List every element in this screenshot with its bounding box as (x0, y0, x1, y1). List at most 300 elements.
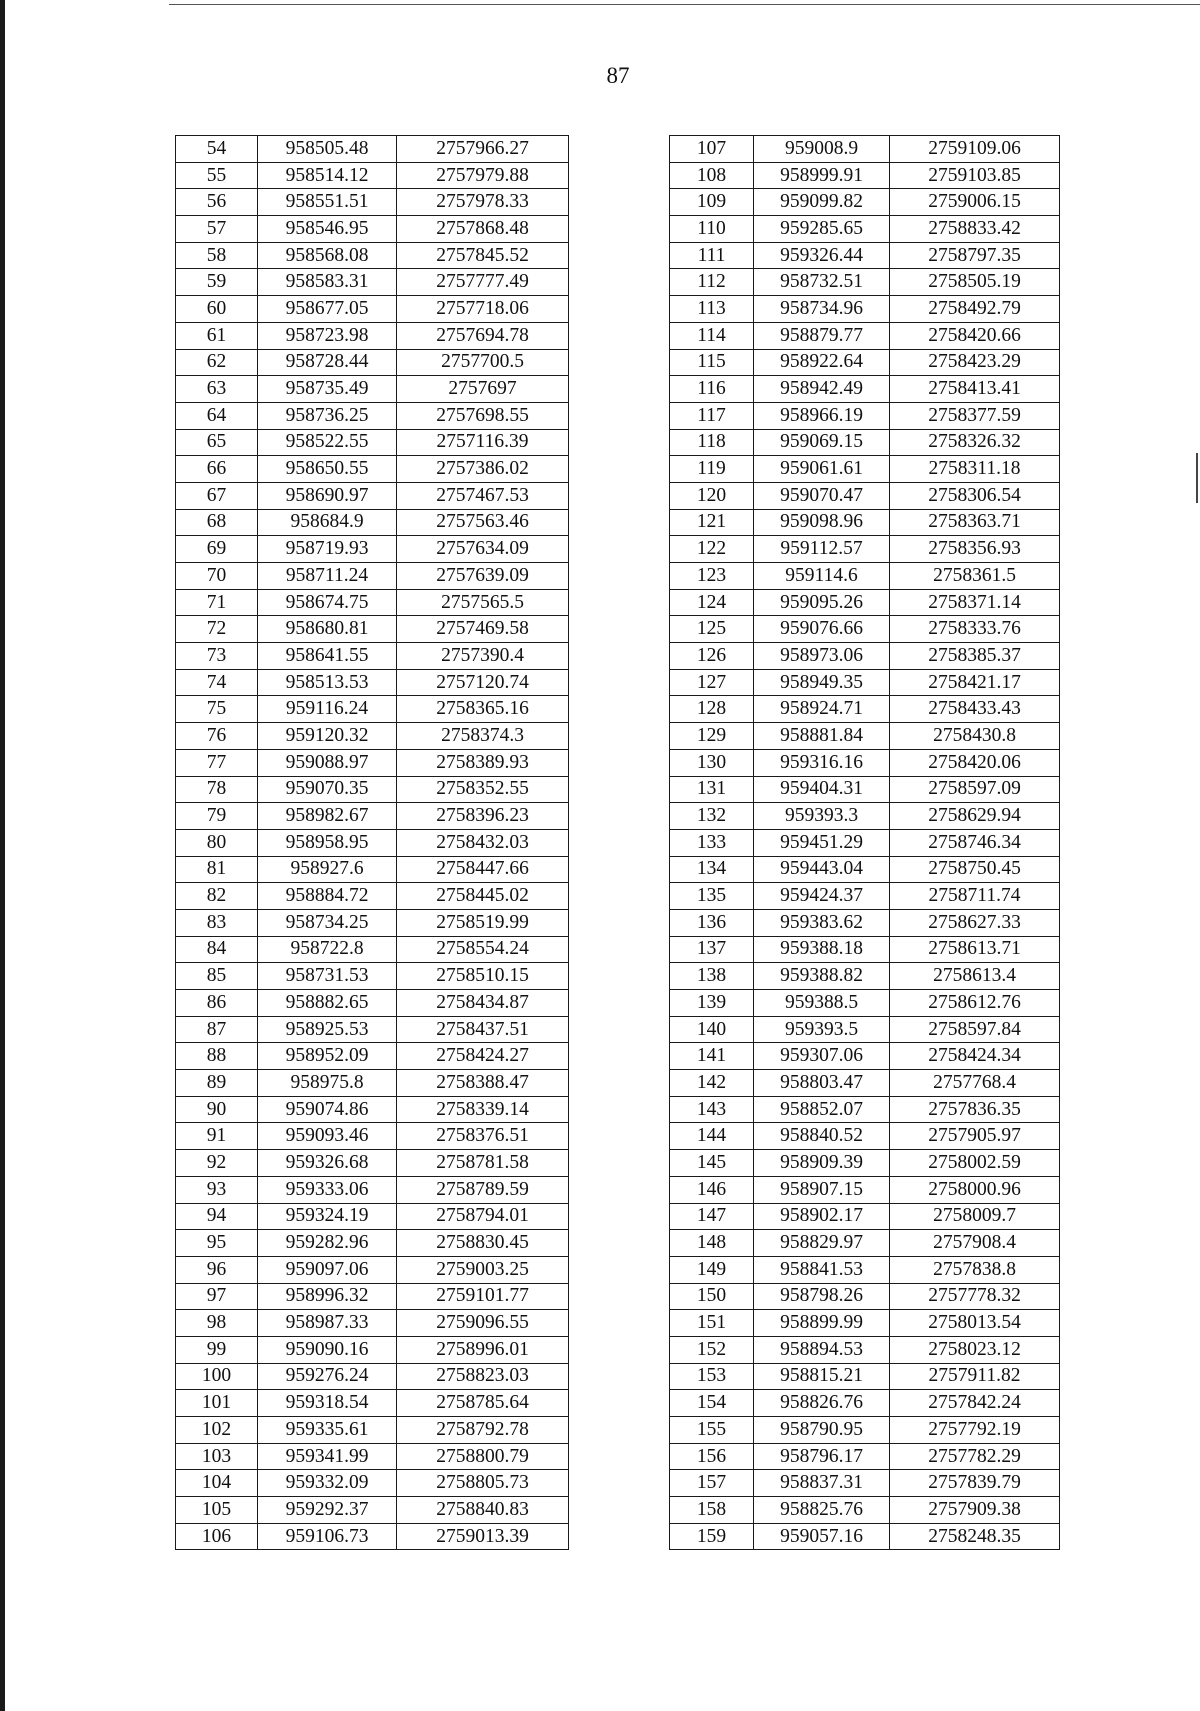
second-value-cell: 2757467.53 (397, 482, 569, 509)
first-value-cell: 959095.26 (754, 589, 890, 616)
second-value-cell: 2758423.29 (890, 349, 1060, 376)
second-value-cell: 2757966.27 (397, 136, 569, 163)
number-cell: 63 (176, 376, 258, 403)
second-value-cell: 2757978.33 (397, 189, 569, 216)
first-value-cell: 959276.24 (258, 1363, 397, 1390)
table-row (670, 1336, 1060, 1363)
second-value-cell: 2758002.59 (890, 1150, 1060, 1177)
table-row (176, 1497, 569, 1524)
number-cell: 120 (670, 482, 754, 509)
table-row (670, 1230, 1060, 1257)
table-row (176, 589, 569, 616)
table-row (670, 669, 1060, 696)
number-cell: 143 (670, 1096, 754, 1123)
table-row (176, 482, 569, 509)
table-row (670, 1310, 1060, 1337)
first-value-cell: 958677.05 (258, 296, 397, 323)
number-cell: 72 (176, 616, 258, 643)
table-row (670, 1043, 1060, 1070)
first-value-cell: 959116.24 (258, 696, 397, 723)
second-value-cell: 2758781.58 (397, 1150, 569, 1177)
table-row (670, 589, 1060, 616)
first-value-cell: 958924.71 (754, 696, 890, 723)
second-value-cell: 2758711.74 (890, 883, 1060, 910)
second-value-cell: 2758750.45 (890, 856, 1060, 883)
first-value-cell: 959326.44 (754, 242, 890, 269)
second-value-cell: 2758627.33 (890, 909, 1060, 936)
first-value-cell: 958825.76 (754, 1497, 890, 1524)
second-value-cell: 2757778.32 (890, 1283, 1060, 1310)
table-row (670, 883, 1060, 910)
number-cell: 109 (670, 189, 754, 216)
number-cell: 140 (670, 1016, 754, 1043)
number-cell: 129 (670, 723, 754, 750)
coordinate-table-right (669, 135, 1060, 1550)
number-cell: 107 (670, 136, 754, 163)
second-value-cell: 2758388.47 (397, 1070, 569, 1097)
number-cell: 69 (176, 536, 258, 563)
first-value-cell: 959057.16 (754, 1523, 890, 1550)
table-row (176, 696, 569, 723)
second-value-cell: 2758792.78 (397, 1417, 569, 1444)
number-cell: 153 (670, 1363, 754, 1390)
table-row (176, 1470, 569, 1497)
first-value-cell: 959388.18 (754, 936, 890, 963)
second-value-cell: 2758371.14 (890, 589, 1060, 616)
second-value-cell: 2758805.73 (397, 1470, 569, 1497)
number-cell: 62 (176, 349, 258, 376)
number-cell: 66 (176, 456, 258, 483)
second-value-cell: 2757634.09 (397, 536, 569, 563)
first-value-cell: 959099.82 (754, 189, 890, 216)
table-row (176, 1310, 569, 1337)
table-row (670, 216, 1060, 243)
first-value-cell: 959070.35 (258, 776, 397, 803)
first-value-cell: 958736.25 (258, 402, 397, 429)
second-value-cell: 2758996.01 (397, 1336, 569, 1363)
table-row (176, 883, 569, 910)
first-value-cell: 958728.44 (258, 349, 397, 376)
table-row (176, 1123, 569, 1150)
first-value-cell: 958803.47 (754, 1070, 890, 1097)
first-value-cell: 958881.84 (754, 723, 890, 750)
table-row (670, 1470, 1060, 1497)
second-value-cell: 2758797.35 (890, 242, 1060, 269)
first-value-cell: 958996.32 (258, 1283, 397, 1310)
second-value-cell: 2757639.09 (397, 563, 569, 590)
second-value-cell: 2757694.78 (397, 322, 569, 349)
number-cell: 156 (670, 1443, 754, 1470)
second-value-cell: 2757698.55 (397, 402, 569, 429)
table-row (670, 509, 1060, 536)
first-value-cell: 959333.06 (258, 1176, 397, 1203)
second-value-cell: 2758352.55 (397, 776, 569, 803)
number-cell: 154 (670, 1390, 754, 1417)
table-row (176, 563, 569, 590)
number-cell: 135 (670, 883, 754, 910)
table-row (670, 189, 1060, 216)
table-row (670, 963, 1060, 990)
table-row (670, 269, 1060, 296)
first-value-cell: 959388.82 (754, 963, 890, 990)
table-row (670, 322, 1060, 349)
table-row (670, 376, 1060, 403)
table-row (176, 1203, 569, 1230)
table-row (670, 1497, 1060, 1524)
number-cell: 133 (670, 829, 754, 856)
number-cell: 114 (670, 322, 754, 349)
table-row (176, 856, 569, 883)
first-value-cell: 959090.16 (258, 1336, 397, 1363)
table-row (670, 482, 1060, 509)
number-cell: 81 (176, 856, 258, 883)
first-value-cell: 958829.97 (754, 1230, 890, 1257)
number-cell: 88 (176, 1043, 258, 1070)
table-row (670, 349, 1060, 376)
first-value-cell: 959341.99 (258, 1443, 397, 1470)
second-value-cell: 2758326.32 (890, 429, 1060, 456)
number-cell: 73 (176, 643, 258, 670)
table-row (176, 749, 569, 776)
first-value-cell: 958505.48 (258, 136, 397, 163)
second-value-cell: 2758597.09 (890, 776, 1060, 803)
second-value-cell: 2758374.3 (397, 723, 569, 750)
number-cell: 57 (176, 216, 258, 243)
first-value-cell: 958982.67 (258, 803, 397, 830)
table-row (176, 136, 569, 163)
second-value-cell: 2757839.79 (890, 1470, 1060, 1497)
first-value-cell: 958546.95 (258, 216, 397, 243)
table-row (670, 1016, 1060, 1043)
first-value-cell: 958852.07 (754, 1096, 890, 1123)
first-value-cell: 959443.04 (754, 856, 890, 883)
first-value-cell: 958711.24 (258, 563, 397, 590)
number-cell: 118 (670, 429, 754, 456)
table-row (670, 242, 1060, 269)
second-value-cell: 2757842.24 (890, 1390, 1060, 1417)
number-cell: 119 (670, 456, 754, 483)
table-row (670, 136, 1060, 163)
first-value-cell: 958641.55 (258, 643, 397, 670)
second-value-cell: 2758365.16 (397, 696, 569, 723)
first-value-cell: 959383.62 (754, 909, 890, 936)
table-row (176, 1256, 569, 1283)
table-row (670, 1256, 1060, 1283)
number-cell: 104 (176, 1470, 258, 1497)
number-cell: 95 (176, 1230, 258, 1257)
table-row (670, 536, 1060, 563)
number-cell: 157 (670, 1470, 754, 1497)
second-value-cell: 2758333.76 (890, 616, 1060, 643)
table-row (176, 1363, 569, 1390)
first-value-cell: 959088.97 (258, 749, 397, 776)
number-cell: 78 (176, 776, 258, 803)
second-value-cell: 2758311.18 (890, 456, 1060, 483)
table-row (670, 1283, 1060, 1310)
first-value-cell: 958879.77 (754, 322, 890, 349)
second-value-cell: 2758432.03 (397, 829, 569, 856)
first-value-cell: 958975.8 (258, 1070, 397, 1097)
table-row (176, 643, 569, 670)
table-row (670, 936, 1060, 963)
first-value-cell: 958522.55 (258, 429, 397, 456)
first-value-cell: 958958.95 (258, 829, 397, 856)
first-value-cell: 958798.26 (754, 1283, 890, 1310)
first-value-cell: 959097.06 (258, 1256, 397, 1283)
second-value-cell: 2757390.4 (397, 643, 569, 670)
first-value-cell: 959008.9 (754, 136, 890, 163)
number-cell: 148 (670, 1230, 754, 1257)
second-value-cell: 2757718.06 (397, 296, 569, 323)
table-row (176, 269, 569, 296)
number-cell: 93 (176, 1176, 258, 1203)
table-row (670, 1096, 1060, 1123)
number-cell: 121 (670, 509, 754, 536)
table-row (670, 162, 1060, 189)
table-row (176, 1150, 569, 1177)
second-value-cell: 2758597.84 (890, 1016, 1060, 1043)
scan-left-edge (0, 0, 5, 1711)
second-value-cell: 2758830.45 (397, 1230, 569, 1257)
first-value-cell: 958551.51 (258, 189, 397, 216)
second-value-cell: 2758396.23 (397, 803, 569, 830)
number-cell: 141 (670, 1043, 754, 1070)
first-value-cell: 959318.54 (258, 1390, 397, 1417)
second-value-cell: 2758785.64 (397, 1390, 569, 1417)
number-cell: 131 (670, 776, 754, 803)
first-value-cell: 959404.31 (754, 776, 890, 803)
table-row (176, 936, 569, 963)
table-row (176, 1096, 569, 1123)
number-cell: 125 (670, 616, 754, 643)
table-row (176, 1336, 569, 1363)
first-value-cell: 959285.65 (754, 216, 890, 243)
number-cell: 123 (670, 563, 754, 590)
table-row (670, 990, 1060, 1017)
table-row (176, 1283, 569, 1310)
first-value-cell: 959114.6 (754, 563, 890, 590)
first-value-cell: 958722.8 (258, 936, 397, 963)
first-value-cell: 959451.29 (754, 829, 890, 856)
table-row (176, 322, 569, 349)
number-cell: 70 (176, 563, 258, 590)
first-value-cell: 959307.06 (754, 1043, 890, 1070)
first-value-cell: 959393.5 (754, 1016, 890, 1043)
second-value-cell: 2758413.41 (890, 376, 1060, 403)
second-value-cell: 2758554.24 (397, 936, 569, 963)
number-cell: 84 (176, 936, 258, 963)
table-row (670, 643, 1060, 670)
table-row (176, 216, 569, 243)
second-value-cell: 2758424.27 (397, 1043, 569, 1070)
table-row (670, 1443, 1060, 1470)
table-row (670, 1203, 1060, 1230)
number-cell: 159 (670, 1523, 754, 1550)
table-row (176, 1230, 569, 1257)
second-value-cell: 2758492.79 (890, 296, 1060, 323)
second-value-cell: 2758833.42 (890, 216, 1060, 243)
table-row (176, 1176, 569, 1203)
table-row (176, 509, 569, 536)
second-value-cell: 2759013.39 (397, 1523, 569, 1550)
second-value-cell: 2757838.8 (890, 1256, 1060, 1283)
number-cell: 76 (176, 723, 258, 750)
number-cell: 126 (670, 643, 754, 670)
number-cell: 91 (176, 1123, 258, 1150)
first-value-cell: 958583.31 (258, 269, 397, 296)
number-cell: 117 (670, 402, 754, 429)
number-cell: 71 (176, 589, 258, 616)
number-cell: 68 (176, 509, 258, 536)
table-row (670, 1523, 1060, 1550)
first-value-cell: 959282.96 (258, 1230, 397, 1257)
number-cell: 103 (176, 1443, 258, 1470)
number-cell: 144 (670, 1123, 754, 1150)
second-value-cell: 2757868.48 (397, 216, 569, 243)
first-value-cell: 958907.15 (754, 1176, 890, 1203)
table-row (670, 456, 1060, 483)
number-cell: 137 (670, 936, 754, 963)
number-cell: 108 (670, 162, 754, 189)
second-value-cell: 2757120.74 (397, 669, 569, 696)
table-row (670, 429, 1060, 456)
number-cell: 138 (670, 963, 754, 990)
second-value-cell: 2757565.5 (397, 589, 569, 616)
first-value-cell: 958987.33 (258, 1310, 397, 1337)
second-value-cell: 2758519.99 (397, 909, 569, 936)
second-value-cell: 2758339.14 (397, 1096, 569, 1123)
table-row (176, 829, 569, 856)
table-row (176, 723, 569, 750)
first-value-cell: 959316.16 (754, 749, 890, 776)
number-cell: 58 (176, 242, 258, 269)
second-value-cell: 2758629.94 (890, 803, 1060, 830)
second-value-cell: 2758420.06 (890, 749, 1060, 776)
first-value-cell: 959061.61 (754, 456, 890, 483)
table-row (176, 429, 569, 456)
table-row (176, 776, 569, 803)
first-value-cell: 959112.57 (754, 536, 890, 563)
first-value-cell: 958922.64 (754, 349, 890, 376)
number-cell: 59 (176, 269, 258, 296)
second-value-cell: 2758421.17 (890, 669, 1060, 696)
first-value-cell: 958513.53 (258, 669, 397, 696)
table-row (670, 1123, 1060, 1150)
number-cell: 115 (670, 349, 754, 376)
number-cell: 94 (176, 1203, 258, 1230)
first-value-cell: 959120.32 (258, 723, 397, 750)
first-value-cell: 958680.81 (258, 616, 397, 643)
second-value-cell: 2757979.88 (397, 162, 569, 189)
table-row (176, 402, 569, 429)
table-row (176, 1070, 569, 1097)
coordinate-table-left (175, 135, 569, 1550)
second-value-cell: 2758434.87 (397, 990, 569, 1017)
second-value-cell: 2758363.71 (890, 509, 1060, 536)
number-cell: 65 (176, 429, 258, 456)
first-value-cell: 959335.61 (258, 1417, 397, 1444)
first-value-cell: 958734.96 (754, 296, 890, 323)
table-row (176, 909, 569, 936)
first-value-cell: 958902.17 (754, 1203, 890, 1230)
table-row (176, 242, 569, 269)
first-value-cell: 958723.98 (258, 322, 397, 349)
table-row (670, 909, 1060, 936)
table-row (670, 1150, 1060, 1177)
first-value-cell: 958884.72 (258, 883, 397, 910)
second-value-cell: 2758356.93 (890, 536, 1060, 563)
table-row (176, 1016, 569, 1043)
second-value-cell: 2759109.06 (890, 136, 1060, 163)
table-row (176, 1390, 569, 1417)
table-row (176, 990, 569, 1017)
number-cell: 147 (670, 1203, 754, 1230)
first-value-cell: 959093.46 (258, 1123, 397, 1150)
first-value-cell: 958925.53 (258, 1016, 397, 1043)
number-cell: 83 (176, 909, 258, 936)
table-row (670, 749, 1060, 776)
second-value-cell: 2758009.7 (890, 1203, 1060, 1230)
scan-top-rule (169, 4, 1200, 5)
first-value-cell: 958734.25 (258, 909, 397, 936)
second-value-cell: 2758385.37 (890, 643, 1060, 670)
first-value-cell: 958840.52 (754, 1123, 890, 1150)
table-body (670, 136, 1060, 1550)
table-row (176, 1043, 569, 1070)
table-row (670, 616, 1060, 643)
second-value-cell: 2759006.15 (890, 189, 1060, 216)
first-value-cell: 959292.37 (258, 1497, 397, 1524)
number-cell: 82 (176, 883, 258, 910)
number-cell: 106 (176, 1523, 258, 1550)
second-value-cell: 2758510.15 (397, 963, 569, 990)
table-row (670, 776, 1060, 803)
number-cell: 98 (176, 1310, 258, 1337)
second-value-cell: 2758389.93 (397, 749, 569, 776)
first-value-cell: 958894.53 (754, 1336, 890, 1363)
table-row (176, 963, 569, 990)
first-value-cell: 958942.49 (754, 376, 890, 403)
number-cell: 149 (670, 1256, 754, 1283)
first-value-cell: 958841.53 (754, 1256, 890, 1283)
page-number: 87 (606, 63, 630, 88)
first-value-cell: 958966.19 (754, 402, 890, 429)
number-cell: 136 (670, 909, 754, 936)
number-cell: 97 (176, 1283, 258, 1310)
table-row (176, 349, 569, 376)
first-value-cell: 958909.39 (754, 1150, 890, 1177)
number-cell: 150 (670, 1283, 754, 1310)
table-row (176, 456, 569, 483)
number-cell: 111 (670, 242, 754, 269)
first-value-cell: 958684.9 (258, 509, 397, 536)
second-value-cell: 2757905.97 (890, 1123, 1060, 1150)
table-row (670, 1363, 1060, 1390)
first-value-cell: 958719.93 (258, 536, 397, 563)
number-cell: 124 (670, 589, 754, 616)
number-cell: 132 (670, 803, 754, 830)
number-cell: 77 (176, 749, 258, 776)
table-row (670, 1070, 1060, 1097)
number-cell: 55 (176, 162, 258, 189)
number-cell: 79 (176, 803, 258, 830)
first-value-cell: 959070.47 (754, 482, 890, 509)
number-cell: 158 (670, 1497, 754, 1524)
number-cell: 112 (670, 269, 754, 296)
number-cell: 102 (176, 1417, 258, 1444)
second-value-cell: 2758013.54 (890, 1310, 1060, 1337)
number-cell: 100 (176, 1363, 258, 1390)
